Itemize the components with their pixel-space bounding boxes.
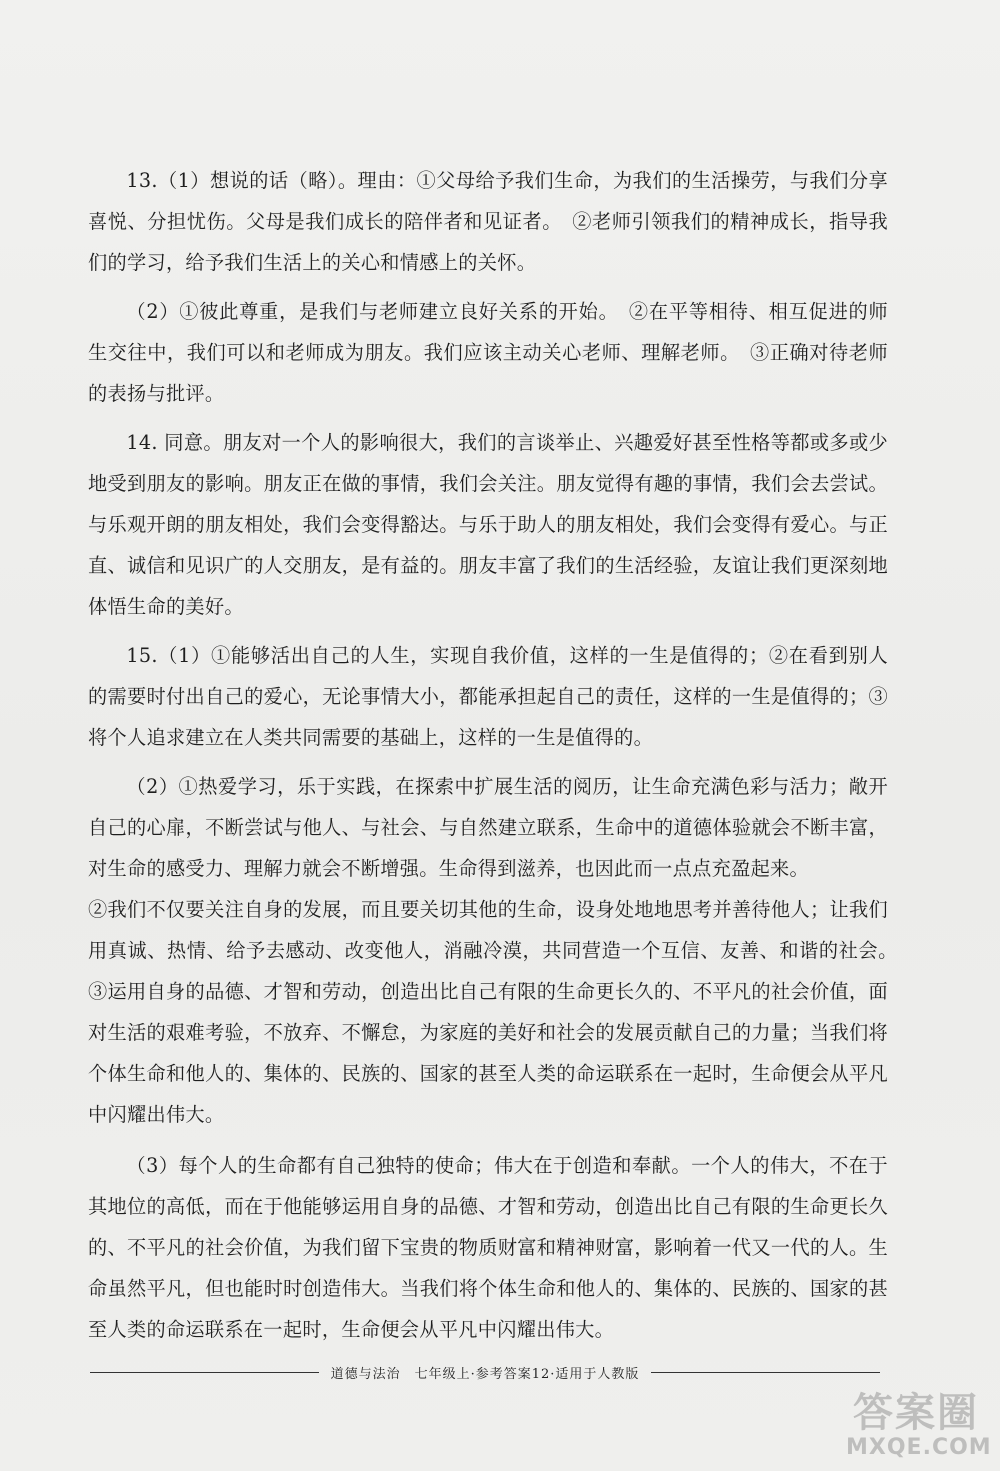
answer-15-1: 15.（1）①能够活出自己的人生，实现自我价值，这样的一生是值得的；②在看到别人的需要时付出自己的爱心，无论事情大小，都能承担起自己的责任，这样的一生是值得的；③将个人追求建立在人类共同需要的基础上，这样的一生是值得的。: [88, 644, 888, 749]
footer-text: 道德与法治 七年级上·参考答案12·适用于人教版: [330, 1367, 640, 1382]
answer-13-2: （2）①彼此尊重，是我们与老师建立良好关系的开始。 ②在平等相待、相互促进的师生交往中，我们可以和老师成为朋友。我们应该主动关心老师、理解老师。 ③正确对待老师的表扬与批评。: [88, 300, 888, 405]
watermark-logo: 答案圈: [853, 1390, 979, 1436]
answer-15-3: （3）每个人的生命都有自己独特的使命；伟大在于创造和奉献。一个人的伟大，不在于其地位的高低，而在于他能够运用自身的品德、才智和劳动，创造出比自己有限的生命更长久的、不平凡的社会价值，为我们留下宝贵的物质财富和精神财富，影响着一代又一代的人。生命虽然平凡，但也能时时创造伟大。当我们将个体生命和他人的、集体的、民族的、国家的甚至人类的命运联系在一起时，生命便会从平凡中闪耀出伟大。: [88, 1154, 888, 1341]
page-footer: [90, 1363, 880, 1382]
answer-14: 14. 同意。朋友对一个人的影响很大，我们的言谈举止、兴趣爱好甚至性格等都或多或少地受到朋友的影响。朋友正在做的事情，我们会关注。朋友觉得有趣的事情，我们会去尝试。与乐观开朗的朋友相处，我们会变得豁达。与乐于助人的朋友相处，我们会变得有爱心。与正直、诚信和见识广的人交朋友，是有益的。朋友丰富了我们的生活经验，友谊让我们更深刻地体悟生命的美好。: [88, 431, 888, 618]
answer-15-2-part1: （2）①热爱学习，乐于实践，在探索中扩展生活的阅历，让生命充满色彩与活力；敞开自己的心扉，不断尝试与他人、与社会、与自然建立联系，生命中的道德体验就会不断丰富，对生命的感受力、理解力就会不断增强。生命得到滋养，也因此而一点点充盈起来。: [88, 775, 888, 880]
watermark-url: MXQE.COM: [846, 1435, 992, 1460]
site-watermark: [846, 1390, 992, 1461]
footer-rule-left: [90, 1372, 319, 1373]
answer-content: [88, 160, 908, 1350]
answer-15-2-part2: ②我们不仅要关注自身的发展，而且要关切其他的生命，设身处地地思考并善待他人；让我们用真诚、热情、给予去感动、改变他人，消融冷漠，共同营造一个互信、友善、和谐的社会。 ③运用自身的品德、才智和劳动，创造出比自己有限的生命更长久的、不平凡的社会价值，面对生活的艰难考验，不放弃、不懈怠，为家庭的美好和社会的发展贡献自己的力量；当我们将个体生命和他人的、集体的、民族的、国家的甚至人类的命运联系在一起时，生命便会从平凡中闪耀出伟大。: [88, 898, 908, 1126]
answer-13-1: 13.（1）想说的话（略）。理由：①父母给予我们生命，为我们的生活操劳，与我们分享喜悦、分担忧伤。父母是我们成长的陪伴者和见证者。 ②老师引领我们的精神成长，指导我们的学习，给予我们生活上的关心和情感上的关怀。: [88, 169, 888, 274]
footer-rule-right: [651, 1372, 880, 1373]
